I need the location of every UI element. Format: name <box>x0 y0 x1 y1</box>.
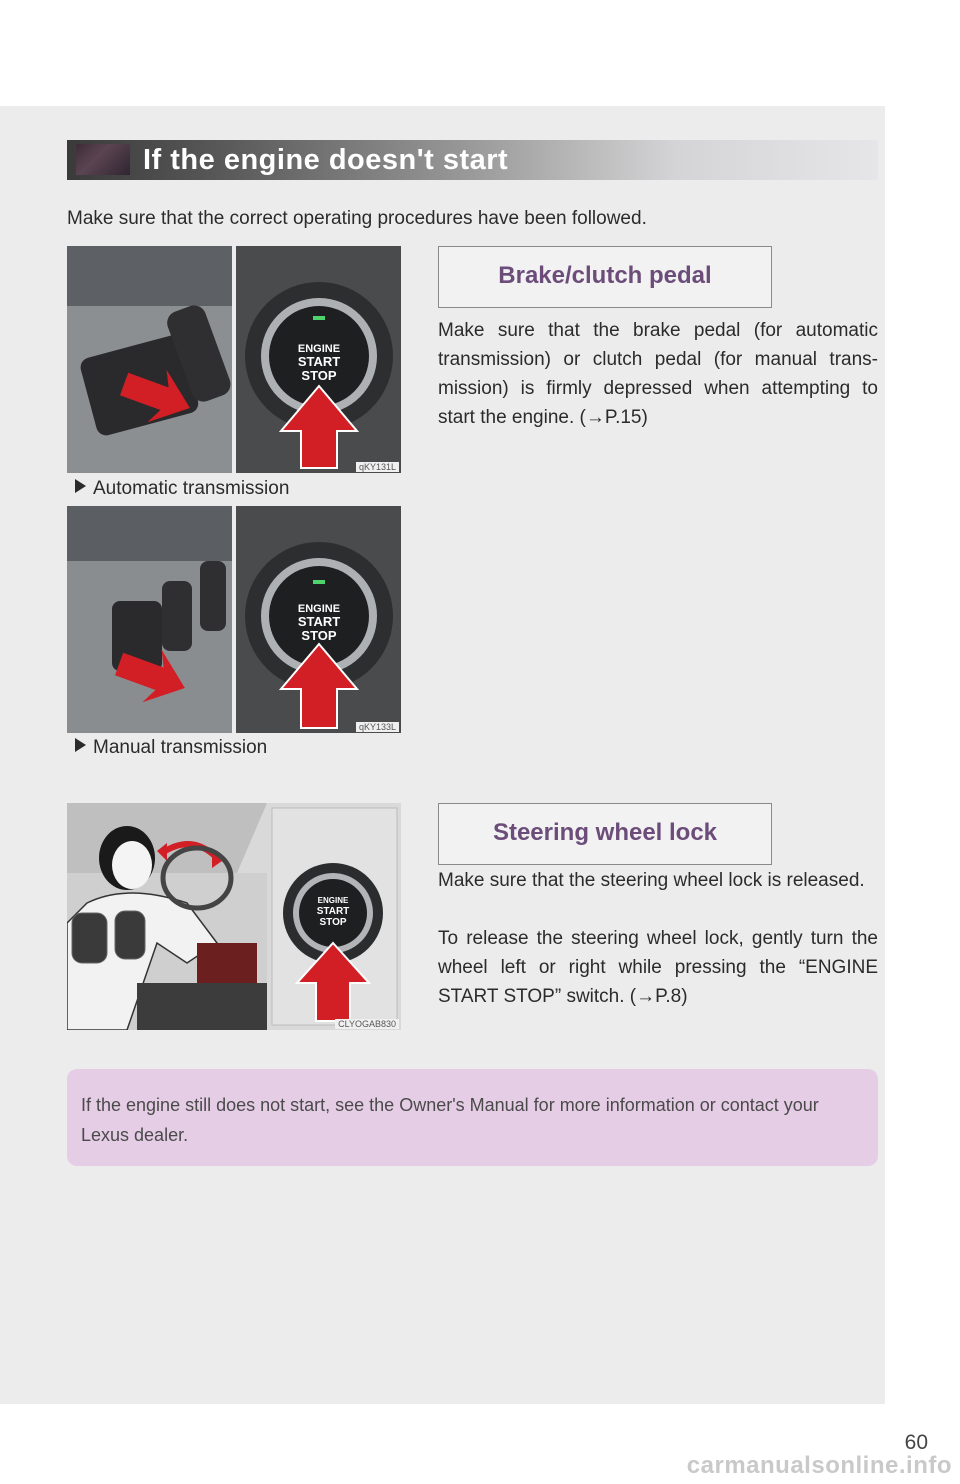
caption-automatic-text: Automatic transmission <box>93 478 290 499</box>
caption-automatic <box>75 478 289 500</box>
brake-clutch-paragraph: Make sure that the brake pedal (for automatic transmission) or clutch pedal (for manual trans-mission) is firmly depressed when attempting to start the engine. (→P.15) <box>438 320 878 428</box>
figure-code: CLYOGAB830 <box>335 1019 399 1029</box>
brake-clutch-heading: Brake/clutch pedal <box>438 246 772 308</box>
steering-lock-heading: Steering wheel lock <box>438 803 772 865</box>
steering-lock-text <box>438 866 878 1011</box>
triangle-bullet-icon <box>75 479 86 493</box>
figure-code: qKY133L <box>356 722 399 732</box>
caption-manual-text: Manual transmission <box>93 737 268 758</box>
intro-text: Make sure that the correct operating procedures have been followed. <box>67 208 647 229</box>
manual-transmission-photo <box>67 506 401 733</box>
brake-clutch-text <box>438 316 878 432</box>
button-label-engine: ENGINE <box>297 603 341 615</box>
button-label-engine: ENGINE <box>317 896 349 905</box>
note-box: If the engine still does not start, see the Owner's Manual for more information or contact your Lexus dealer. <box>67 1069 878 1166</box>
watermark: carmanualsonline.info <box>686 1452 952 1479</box>
automatic-transmission-photo <box>67 246 401 473</box>
button-label-stop: STOP <box>319 917 347 928</box>
button-label-start: START <box>297 354 341 369</box>
page-number: 60 <box>904 1431 928 1454</box>
triangle-bullet-icon <box>75 738 86 752</box>
steering-lock-paragraph-2: To release the steering wheel lock, gently turn the wheel left or right while pressing the “ENGINE START STOP” switch. (→P.8) <box>438 928 878 1007</box>
steering-wheel-photo <box>67 803 401 1030</box>
button-label-start: START <box>316 906 350 917</box>
caption-manual <box>75 737 267 759</box>
button-label-engine: ENGINE <box>297 343 341 355</box>
steering-lock-paragraph-1: Make sure that the steering wheel lock is released. <box>438 870 865 891</box>
title-decoration <box>76 144 130 175</box>
figure-code: qKY131L <box>356 462 399 472</box>
button-label-start: START <box>297 614 341 629</box>
section-title: If the engine doesn't start <box>143 144 509 176</box>
button-label-stop: STOP <box>301 628 337 643</box>
button-label-stop: STOP <box>301 368 337 383</box>
